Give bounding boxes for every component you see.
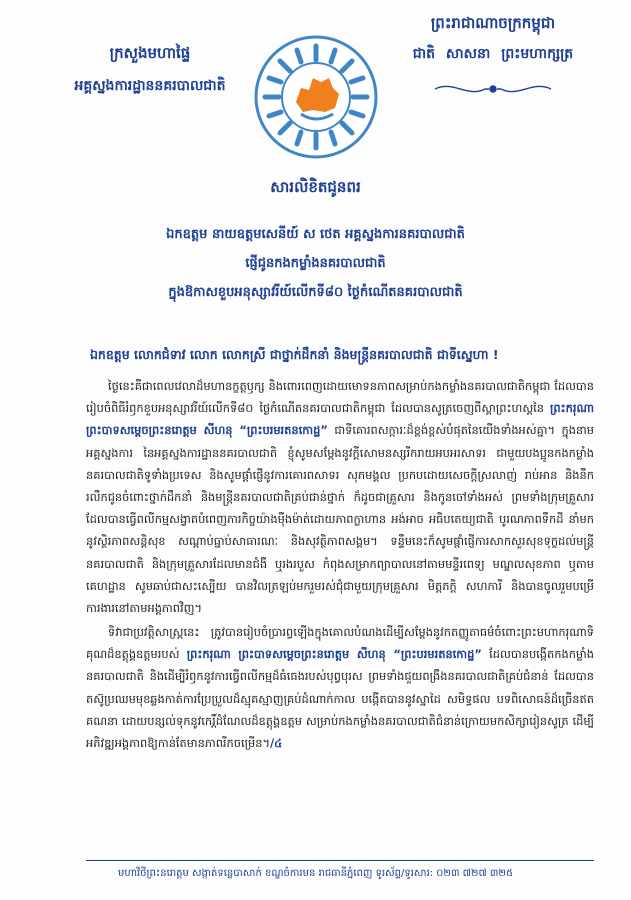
salutation: ឯកឧត្តម លោកជំទាវ លោក លោកស្រី ជាថ្នាក់ដឹកនាំ និងមន្រ្តីនគរបាលជាតិ ជាទីស្នេហា ! (90, 347, 499, 362)
subtitle-line-1: ឯកឧត្តម នាយឧត្តមសេនីយ៍ ស ថេត អគ្គស្នងការនគរបាលជាតិ (166, 227, 465, 242)
ministry-name: ក្រសួងមហាផ្ទៃ (109, 44, 191, 62)
footer-address: មហាវិថីព្រះនរោត្តម សង្កាត់ទន្លេបាសាក់ ខណ្ឌចំការមន រាជធានីភ្នំពេញ ទូរស័ព្ទ/ទូរសារ: ០២៣ ៧២៧ ៣២៥ (117, 868, 514, 879)
kingdom-header (383, 14, 603, 65)
kingdom-name: ព្រះរាជាណាចក្រកម្ពុជា (430, 14, 556, 32)
paragraph-2-text-a: ទិវាជាប្រវត្តិសាស្រ្តនេះ ត្រូវបានរៀបចំប្រារព្ធឡើងក្នុងគោលបំណងដើម្បីសម្តែងនូវកតញ្ញូតាធម៌ចំពោះព្រះមហាករុណាទិគុណដ៏ឧត្តុង្គឧត្តមរបស់ (86, 625, 594, 662)
paragraph-1-text-a: ថ្ងៃនេះគឺជាពេលវេលាដ៏មហានក្ខត្តឫក្ស និងពោរពេញដោយមោទនភាពសម្រាប់កងកម្លាំងនគរបាលជាតិកម្ពុជា ដែលបានរៀបចំពិធីរំឭកខួបអនុស្សាវរីយ៍លើកទី៨០ ថ្ងៃកំណើតនគរបាលជាតិកម្ពុជា ដែលបានសូត្រចេញពីស្ពាព្រះហស្តនៃ (86, 379, 594, 416)
subtitle-line-3: ក្នុងឱកាសខួបអនុស្សាវរីយ៍លើកទី៨០ ថ្ងៃកំណើតនគរបាលជាតិ (168, 285, 463, 300)
footer-divider (86, 860, 594, 861)
ministry-header (40, 44, 260, 97)
paragraph-1-king-name: ព្រះករុណា ព្រះបាទសម្តេចព្រះនរោត្តម សីហនុ “ព្រះបរមរតនកោដ្ឋ” (86, 401, 595, 438)
paragraph-1-text-c: ជាទីគោរពសក្ការៈដ៏ខ្ពង់ខ្ពស់បំផុតនៃយើងទាំងអស់គ្នា។ ក្នុងនាមអគ្គស្នងការ នៃអគ្គស្នងការដ្ឋាននគរបាលជាតិ ខ្ញុំសូមសម្តែងនូវក្តីសោមនស្សរីករាយអបអរសាទរ ជាមួយបងប្អូនកងកម្លាំងនគរបាលជាតិទូទាំងប្រទេស និងសូមផ្តាំផ្ញើនូវការគោរពសាទរ សុភមង្គល ប្រកបដោយសេចក្តីស្រលាញ់ រាប់អាន និងនឹករលឹកជូនចំពោះថ្នាក់ដឹកនាំ និងមន្ត្រីនគរបាលជាតិគ្រប់ជាន់ថ្នាក់ ក៏ដូចជាគ្រួសារ និងកូនចៅទាំងអស់ ព្រមទាំងក្រុមគ្រួសារ ដែលបានធ្វើពលីកម្មសង្វាតបំពេញភារកិច្ចយ៉ាងម៉ឺងម៉ាត់ដោយភាពក្លាហាន អង់អាច អធិបតេយ្យជាតិ បូរណភាពទឹកដី នាំមកនូវស្ថិរភាពសន្តិសុខ សណ្តាប់ធ្នាប់សាធារណៈ និងសុវត្ថិភាពសង្គម។ ទន្ទឹមនេះក៏សូមផ្តាំផ្ញើការសាកសួរសុខទុក្ខដល់មន្ត្រីនគរបាលជាតិ និងក្រុមគ្រួសារដែលមានជំងឺ ឬរងរបួស កំពុងសម្រាកព្យាបាលនៅតាមមន្ទីរពេទ្យ មណ្ឌលសុខភាព ឬតាមគេហដ្ឋាន សូមឆាប់ជាសះស្បើយ បានវិលត្រឡប់មករួមរស់ជុំជាមួយក្រុមគ្រួសារ មិត្តភក្តិ សហការី និងបានចូលរួមបម្រើការងារនៅតាមអង្គភាពវិញ។ (86, 423, 594, 616)
commissariat-name: អគ្គស្នងការដ្ឋាននគរបាលជាតិ (74, 78, 226, 94)
page-continuation-mark: /៤ (270, 736, 283, 751)
paragraph-2 (86, 621, 594, 754)
document-title: សារលិខិតជូនពរ (270, 178, 361, 196)
national-police-emblem (251, 32, 381, 162)
ornament-divider-icon (433, 78, 553, 100)
paragraph-2-king-name: ព្រះករុណា ព្រះបាទសម្តេចព្រះនរោត្តម សីហនុ “ព្រះបរមរតនកោដ្ឋ” (186, 647, 482, 662)
subtitle-line-2: ផ្ញើជូនកងកម្លាំងនគរបាលជាតិ (245, 256, 386, 271)
paragraph-2-text-c: ដែលបានបង្កើតកងកម្លាំងនគរបាលជាតិ និងដើម្បីរំឭកនូវការធ្វើពលីកម្មដ៏ធំធេងរបស់បុព្វបុរស ព្រមទាំងជួយពង្រឹងនគរបាលជាតិគ្រប់ជំនាន់ ដែលបានតស៊ូប្រឈមមុខឆ្លងកាត់ការប្រែប្រួលដ៏ស្មុគស្មាញគ្រប់ដំណាក់កាល បង្កើតបាននូវស្នាដៃ សមិទ្ធផល បទពិសោធន៍ដ៏ច្រើនឥតគណនា ដោយបន្សល់ទុកនូវកេរ្តិ៍ដំណែលដ៏ឧត្តុង្គឧត្តម សម្រាប់កងកម្លាំងនគរបាលជាតិជំនាន់ក្រោយមកសិក្សារៀនសូត្រ ដើម្បីអភិវឌ្ឍអង្គភាពឱ្យកាន់តែមានភាពរីកចម្រើន។ (86, 647, 595, 751)
paragraph-1 (86, 375, 594, 619)
national-motto: ជាតិ សាសនា ព្រះមហាក្សត្រ (412, 46, 574, 62)
